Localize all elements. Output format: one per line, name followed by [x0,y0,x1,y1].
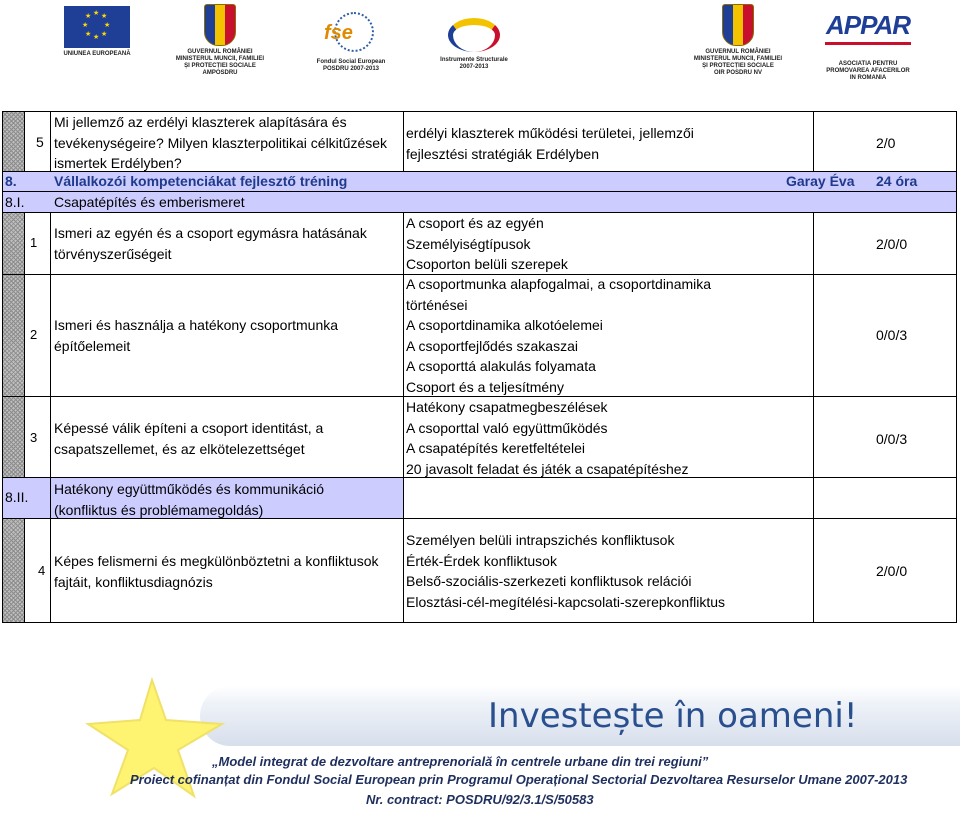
row-content: erdélyi klaszterek működési területei, jellemzői fejlesztési stratégiák Erdélyben [406,125,694,162]
ministry-logo-right: GUVERNUL ROMÂNIEI MINISTERUL MUNCII, FAMILIEI ȘI PROTECȚIEI SOCIALE OIR POSDRU NV [688,4,788,77]
row-content: A csoportmunka alapfogalmai, a csoportdinamika történései A csoportdinamika alkotóelemei A csoportfejlődés szakaszai A csoporttá alakulás folyamata Csoport és a teljesítmény [406,276,712,395]
row-content: A csoport és az egyén Személyiségtípusok Csoporton belüli szerepek [406,215,568,273]
footer-project-title: „Model integrat de dezvoltare antreprenorială în centrele urbane din trei regiuni” [212,754,709,769]
row-hours: 2/0/0 [876,563,908,579]
row-number: 1 [30,235,38,250]
footer-contract-number: Nr. contract: POSDRU/92/3.1/S/50583 [366,792,594,807]
row-number: 4 [38,563,46,578]
shaded-cell [3,518,24,622]
shaded-cell [3,212,24,477]
row-hours: 2/0/0 [876,236,908,252]
section-number: 8. [5,173,17,189]
row-competence: Ismeri az egyén és a csoport egymásra hatásának törvényszerűségeit [54,225,367,262]
row-hours: 2/0 [876,135,896,151]
eu-flag-icon: ★ ★ ★ ★ ★ ★ ★ ★ [64,6,130,48]
section-trainer: Garay Éva [786,173,855,189]
row-competence: Képes felismerni és megkülönböztetni a konfliktusok fajtáit, konfliktusdiagnózis [54,553,379,590]
row-competence: Ismeri és használja a hatékony csoportmunka építőelemeit [54,317,339,354]
row-number: 2 [30,327,38,342]
subsection-title: Csapatépítés és emberismeret [54,194,245,210]
row-hours: 0/0/3 [876,327,908,343]
section-hours: 24 óra [876,173,918,189]
instrumente-structurale-logo: Instrumente Structurale 2007-2013 [434,6,514,71]
slogan-text: Investește în oameni! [488,696,858,736]
shaded-cell [3,112,24,177]
subsection-number: 8.I. [5,194,25,210]
fse-emblem-icon: fse [316,6,386,56]
appar-logo: APPAR ASOCIATIA PENTRU PROMOVAREA AFACERILOR IN ROMANIA [825,10,911,81]
section-title: Vállalkozói kompetenciákat fejlesztő tréning [54,173,348,189]
row-number: 5 [36,134,44,150]
row-competence: Képessé válik építeni a csoport identitást, a csapatszellemet, és az elkötelezettséget [54,420,324,457]
fse-logo: fse Fondul Social European POSDRU 2007-2013 [306,6,396,73]
footer-cofinancing: Proiect cofinanțat din Fondul Social European prin Programul Operațional Sectorial Dezvoltarea Resurselor Umane 2007-2013 [130,772,908,787]
eu-logo: ★ ★ ★ ★ ★ ★ ★ ★ UNIUNEA EUROPEANĂ [52,6,142,58]
row-question: Mi jellemző az erdélyi klaszterek alapítására és tevékenységeire? Milyen klaszterpolitikai célkitűzések ismertek Erdélyben? [54,114,388,172]
row-hours: 0/0/3 [876,431,908,447]
subsection-number: 8.II. [5,489,29,505]
ministry-logo-left: GUVERNUL ROMÂNIEI MINISTERUL MUNCII, FAMILIEI ȘI PROTECȚIEI SOCIALE AMPOSDRU [170,4,270,77]
row-content: Hatékony csapatmegbeszélések A csoporttal való együttműködés A csapatépítés keretfeltételei 20 javasolt feladat és játék a csapatépítéshez [406,399,689,477]
row-content: Személyen belüli intrapszichés konfliktusok Érték-Érdek konfliktusok Belső-szociális-szerkezeti konfliktusok relációi Elosztási-cél-megítélési-kapcsolati-szerepkonfliktus [406,532,726,610]
subsection-title: Hatékony együttműködés és kommunikáció (konfliktus és problémamegoldás) [54,481,325,518]
row-number: 3 [30,430,38,445]
